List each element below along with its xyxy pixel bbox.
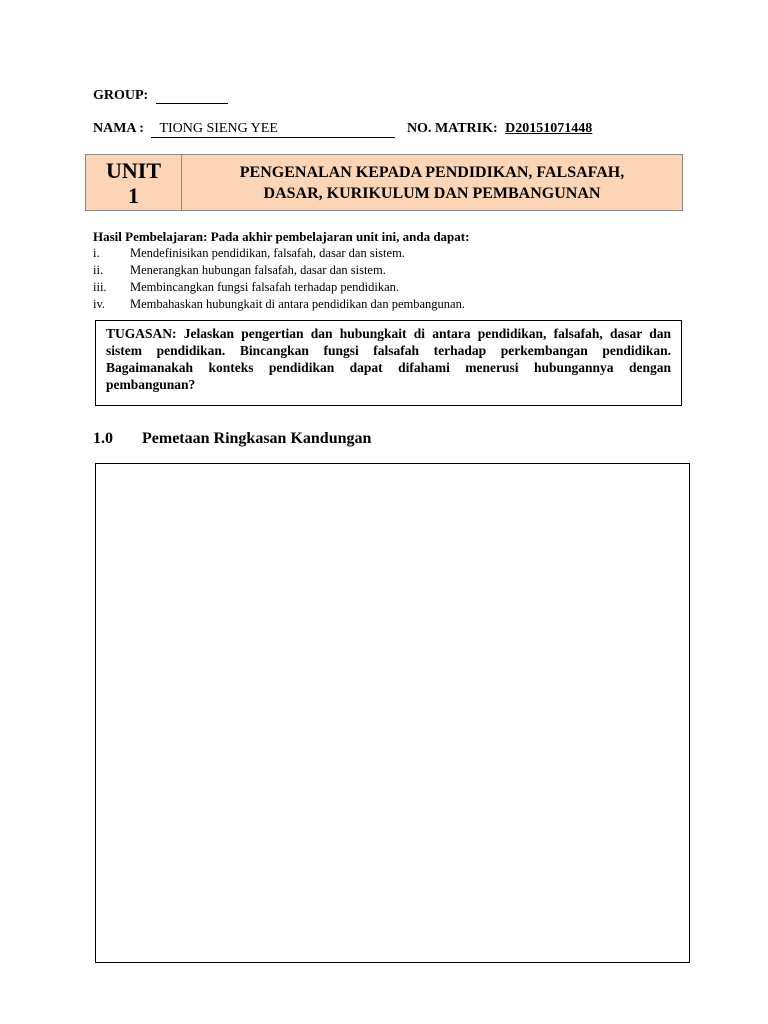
learning-outcome-number: iv. (93, 297, 106, 311)
unit-title-line-1: PENGENALAN KEPADA PENDIDIKAN, FALSAFAH, (239, 163, 625, 181)
section-title: Pemetaan Ringkasan Kandungan (142, 430, 372, 447)
learning-outcomes-heading: Hasil Pembelajaran: Pada akhir pembelajaran unit ini, anda dapat: (93, 229, 470, 244)
group-blank-field (156, 89, 228, 104)
learning-outcome-number: i. (93, 246, 100, 260)
learning-outcome-text: Membincangkan fungsi falsafah terhadap pendidikan. (130, 280, 400, 294)
matrik-value: D20151071448 (505, 121, 593, 136)
section-heading (93, 430, 371, 448)
group-line (93, 88, 228, 104)
learning-outcome-item (93, 262, 693, 279)
task-box (95, 320, 682, 406)
content-map-box (95, 463, 690, 963)
unit-title-cell (182, 155, 682, 210)
matrik-label: NO. MATRIK: (406, 121, 498, 136)
learning-outcome-item (93, 296, 693, 313)
learning-outcome-item (93, 245, 693, 262)
learning-outcome-text: Membahaskan hubungkait di antara pendidikan dan pembangunan. (130, 297, 465, 311)
section-number: 1.0 (93, 430, 113, 447)
learning-outcome-number: ii. (93, 263, 104, 277)
unit-label: UNIT (105, 157, 161, 183)
learning-outcome-text: Menerangkan hubungan falsafah, dasar dan sistem. (130, 263, 386, 277)
learning-outcomes (93, 229, 693, 313)
unit-number-cell (86, 155, 182, 210)
unit-title-line-2: DASAR, KURIKULUM DAN PEMBANGUNAN (263, 184, 601, 202)
nama-line (93, 121, 592, 138)
task-text: TUGASAN: Jelaskan pengertian dan hubungkait di antara pendidikan, falsafah, dasar dan sistem pendidikan. Bincangkan fungsi falsafah terhadap perkembangan pendidikan. Bagaimanakah konteks pendidikan dapat difahami menerusi hubungannya dengan pembangunan? (106, 326, 671, 392)
nama-value: TIONG SIENG YEE (151, 121, 395, 138)
nama-label: NAMA : (93, 121, 144, 136)
learning-outcome-text: Mendefinisikan pendidikan, falsafah, dasar dan sistem. (130, 246, 405, 260)
group-label: GROUP: (93, 88, 149, 103)
unit-number: 1 (128, 182, 139, 208)
learning-outcome-number: iii. (93, 280, 107, 294)
unit-header-box (85, 154, 683, 211)
learning-outcome-item (93, 279, 693, 296)
